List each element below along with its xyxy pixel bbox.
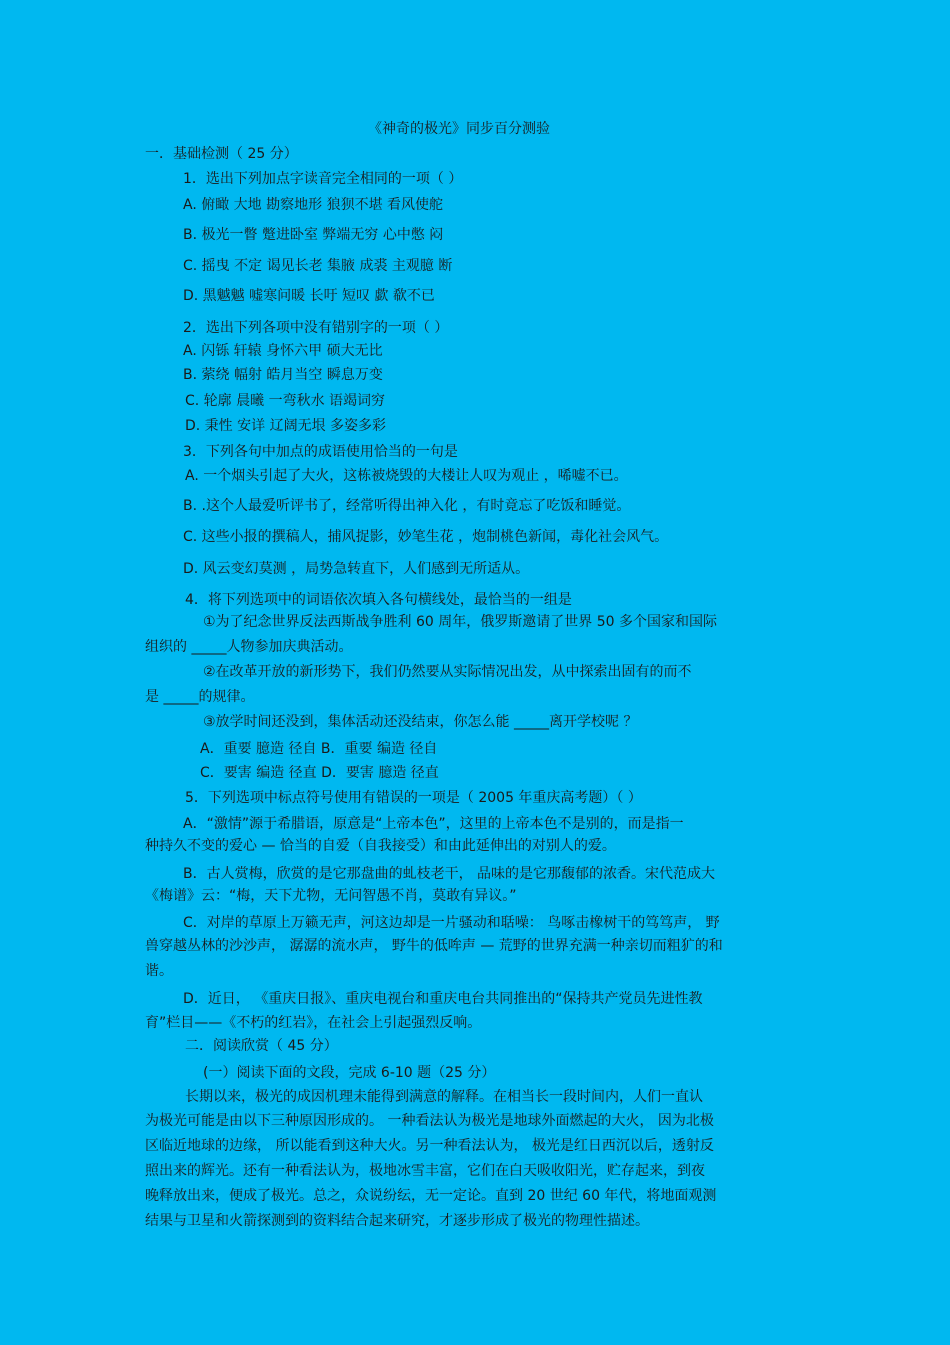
q5-option-d-line2: 育”栏目——《不朽的红岩》，在社会上引起强烈反响。 [145,1015,482,1031]
q1-stem: 1．选出下列加点字读音完全相同的一项（ ） [183,171,463,187]
q5-option-c-line2: 兽穿越丛林的沙沙声， 潺潺的流水声， 野牛的低哞声 — 荒野的世界充满一种亲切而粗犷的和 [145,938,723,954]
q4-stem: 4．将下列选项中的词语依次填入各句横线处，最恰当的一组是 [185,592,572,608]
q1-option-a: A. 俯瞰 大地 勘察地形 狼狈不堪 看风使舵 [183,197,444,213]
q2-option-b: B. 萦绕 幅射 皓月当空 瞬息万变 [183,367,383,383]
q5-option-c-line1: C．对岸的草原上万籁无声，河这边却是一片骚动和聒噪： 鸟啄击橡树干的笃笃声， 野 [183,915,720,931]
passage-line: 照出来的辉光。还有一种看法认为，极地冰雪丰富，它们在白天吸收阳光，贮存起来，到夜 [145,1163,705,1179]
q3-option-a: A. 一个烟头引起了大火，这栋被烧毁的大楼让人叹为观止 ，唏嘘不已。 [185,468,628,484]
q5-option-b-line1: B．古人赏梅，欣赏的是它那盘曲的虬枝老干， 品味的是它那馥郁的浓香。宋代范成大 [183,866,716,882]
q3-option-b: B. .这个人最爱听评书了，经常听得出神入化 ，有时竟忘了吃饭和睡觉。 [183,498,631,514]
passage-line: 为极光可能是由以下三种原因形成的。 一种看法认为极光是地球外面燃起的大火， 因为北极 [145,1113,714,1129]
passage-line: 结果与卫星和火箭探测到的资料结合起来研究，才逐步形成了极光的物理性描述。 [145,1213,649,1229]
passage-line: 区临近地球的边缘， 所以能看到这种大火。另一种看法认为， 极光是红日西沉以后，透射反 [145,1138,714,1154]
q2-option-c: C. 轮廓 晨曦 一弯秋水 语竭词穷 [185,393,386,409]
q4-options-ab: A．重要 臆造 径自 B．重要 编造 径自 [200,741,438,757]
q5-option-a-line2: 种持久不变的爱心 — 恰当的自爱（自我接受）和由此延伸出的对别人的爱。 [145,838,616,854]
q3-stem: 3．下列各句中加点的成语使用恰当的一句是 [183,444,458,460]
passage-line: 晚释放出来，便成了极光。总之，众说纷纭，无一定论。直到 20 世纪 60 年代，将地面观测 [145,1188,717,1204]
section-1-heading: 一．基础检测（ 25 分） [145,146,298,162]
q4-sentence-1a: ①为了纪念世界反法西斯战争胜利 60 周年，俄罗斯邀请了世界 50 多个国家和国际 [203,614,717,630]
section-2-heading: 二．阅读欣赏（ 45 分） [185,1038,338,1054]
q5-option-c-line3: 谐。 [145,963,173,979]
q1-option-d: D. 黑魆魆 嘘寒问暖 长吁 短叹 歔 欷不已 [183,288,435,304]
q4-sentence-1b: 组织的 _____人物参加庆典活动。 [145,639,353,655]
q5-option-d-line1: D．近日， 《重庆日报》、重庆电视台和重庆电台共同推出的“保持共产党员先进性教 [183,991,703,1007]
q4-sentence-2a: ②在改革开放的新形势下，我们仍然要从实际情况出发，从中探索出固有的而不 [203,664,692,680]
q4-sentence-2b: 是 _____的规律。 [145,689,255,705]
q1-option-b: B. 极光一瞥 蹩进卧室 弊端无穷 心中憋 闷 [183,227,444,243]
q5-stem: 5．下列选项中标点符号使用有错误的一项是（ 2005 年重庆高考题）（ ） [185,790,642,806]
q3-option-c: C. 这些小报的撰稿人，捕风捉影，妙笔生花 ，炮制桃色新闻，毒化社会风气。 [183,529,669,545]
q3-option-d: D. 风云变幻莫测 ，局势急转直下，人们感到无所适从。 [183,561,530,577]
passage-1-heading: (一）阅读下面的文段，完成 6-10 题（25 分） [203,1065,496,1081]
q5-option-a-line1: A．“激情”源于希腊语，原意是“上帝本色”，这里的上帝本色不是别的，而是指一 [183,816,684,832]
q5-option-b-line2: 《梅谱》云：“梅，天下尤物，无问智愚不肖，莫敢有异议。” [145,888,517,904]
q4-sentence-3: ③放学时间还没到，集体活动还没结束，你怎么能 _____离开学校呢 ？ [203,714,638,730]
q2-option-a: A. 闪铄 轩辕 身怀六甲 硕大无比 [183,343,383,359]
passage-line: 长期以来，极光的成因机理未能得到满意的解释。在相当长一段时间内，人们一直认 [185,1089,703,1105]
q1-option-c: C. 摇曳 不定 谒见长老 集腋 成裘 主观臆 断 [183,258,453,274]
q2-stem: 2．选出下列各项中没有错别字的一项（ ） [183,320,449,336]
q4-options-cd: C．要害 编造 径直 D．要害 臆造 径直 [200,765,439,781]
q2-option-d: D. 秉性 安详 辽阔无垠 多姿多彩 [185,418,387,434]
page-title: 《神奇的极光》同步百分测验 [368,121,550,137]
